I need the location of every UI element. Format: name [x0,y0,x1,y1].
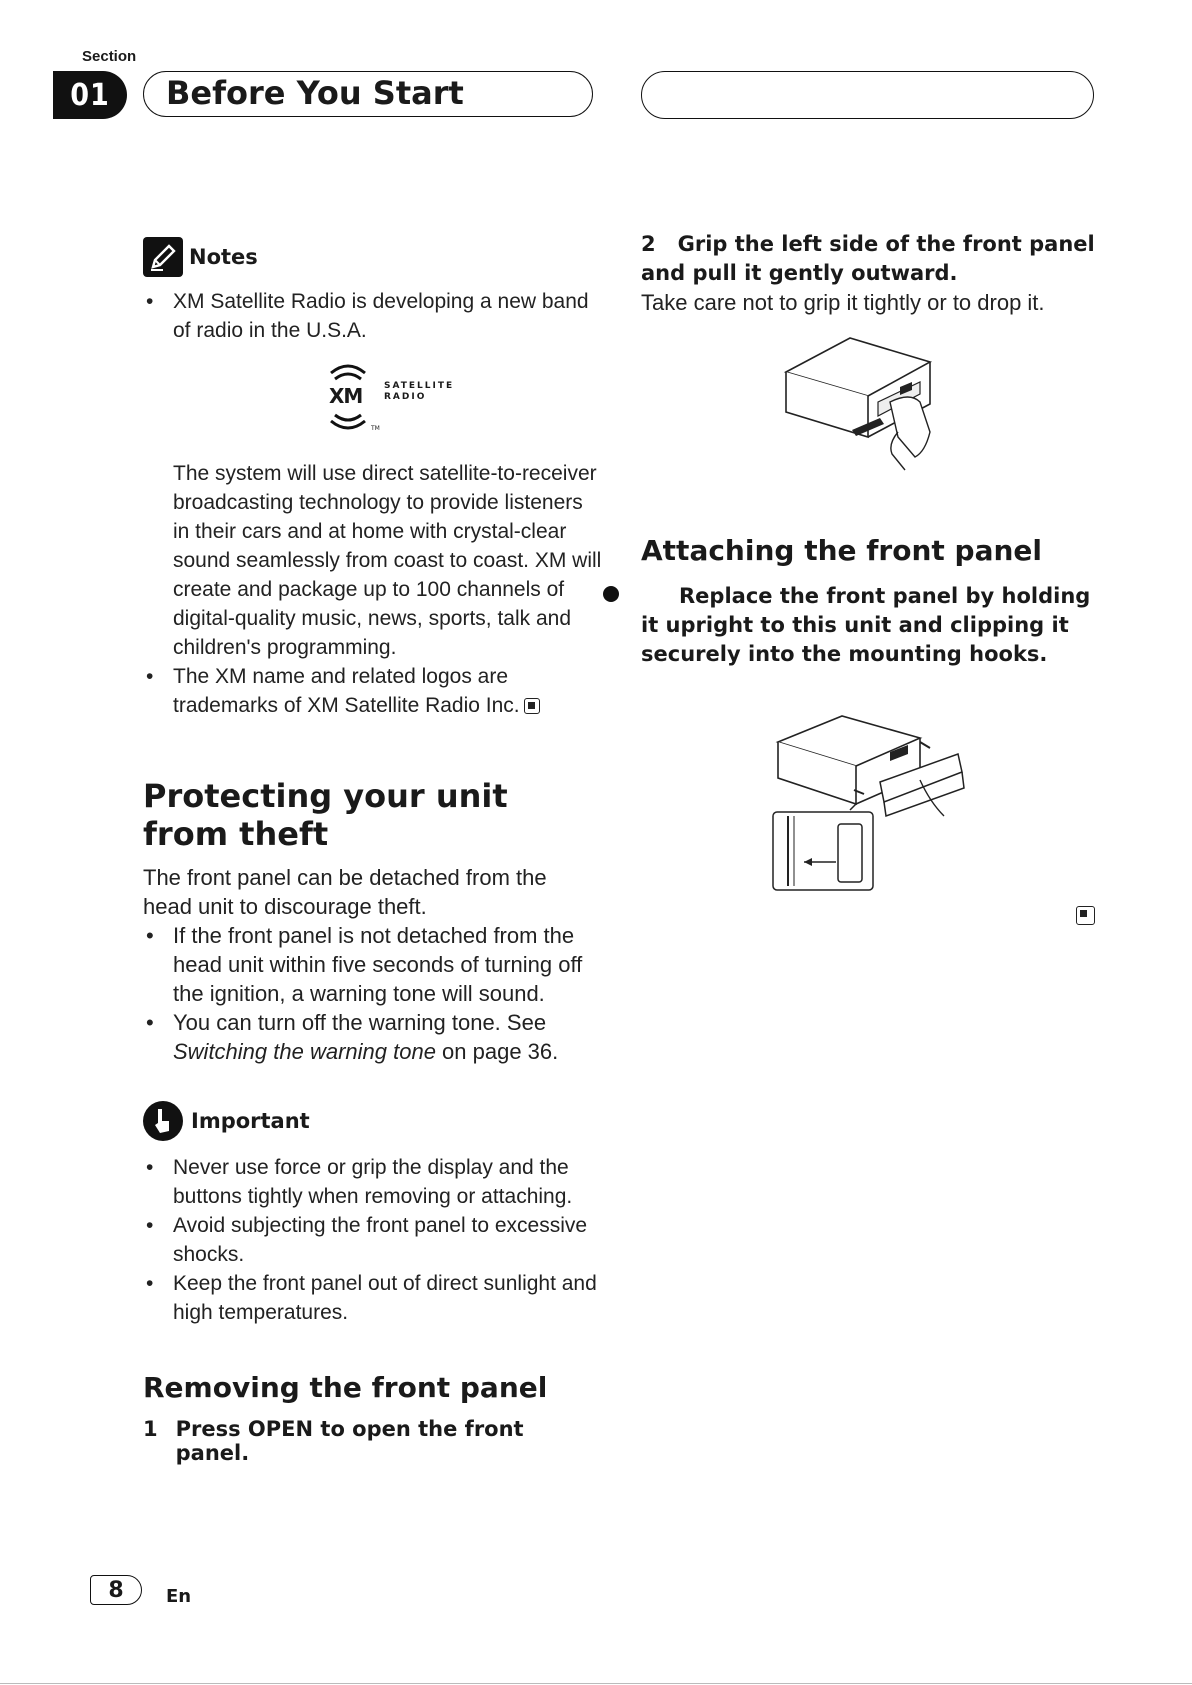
empty-header-frame [641,71,1094,119]
detach-panel-illustration [780,332,950,482]
step-text: Press OPEN to open the front panel. [175,1417,524,1465]
page-number: 8 [90,1575,142,1605]
step-number: 2 [641,232,656,256]
bullet-dot-icon [603,586,619,602]
removing-step-1 [143,1417,603,1465]
important-heading: Important [191,1109,310,1133]
section-number: 01 [53,71,127,119]
important-item: • Keep the front panel out of direct sunlight and high temperatures. [143,1269,603,1327]
protect-bullet-warning: • If the front panel is not detached from the head unit within five seconds of turning off the ignition, a warning tone will sound. [143,921,603,1008]
important-block [143,1101,603,1327]
end-mark-icon [1076,906,1095,925]
pencil-note-icon [143,237,183,277]
notes-bullet-trademark [143,662,603,720]
page-title: Before You Start [166,74,464,112]
attaching-heading: Attaching the front panel [641,534,1042,567]
protect-bullet-see [143,1008,603,1066]
xm-logo [143,359,603,459]
xm-logo-radio: RADIO [384,392,427,402]
attaching-text: Replace the front panel by holding it upright to this unit and clipping it securely into the mounting hooks. [641,584,1091,666]
see-text-pre: You can turn off the warning tone. See [173,1010,547,1035]
protect-block [143,777,603,1066]
step-text: Grip the left side of the front panel and pull it gently outward. [641,232,1095,285]
protect-heading: Protecting your unit from theft [143,777,508,853]
notes-trademark-text: The XM name and related logos are trademarks of XM Satellite Radio Inc. [173,665,520,717]
section-label: Section [82,48,137,65]
see-text-post: on page 36. [435,1039,559,1064]
xm-logo-text: XM [329,384,363,408]
xm-logo-tm: TM [371,425,380,432]
important-item: • Never use force or grip the display and the buttons tightly when removing or attaching. [143,1153,603,1211]
notes-bullet-xm: • XM Satellite Radio is developing a new band of radio in the U.S.A. [143,287,603,345]
xm-logo-satellite: SATELLITE [384,381,455,391]
step-2-instruction [641,230,1096,288]
bottom-rule [0,1683,1192,1684]
important-item: • Avoid subjecting the front panel to excessive shocks. [143,1211,603,1269]
attaching-instruction [641,582,1096,669]
language-code: En [166,1586,192,1607]
step-number: 1 [143,1417,158,1441]
cross-reference-link[interactable]: Switching the warning tone [173,1039,436,1064]
end-mark-icon [524,698,540,714]
attach-panel-illustration [770,712,970,892]
removing-block [143,1371,603,1465]
hand-pointer-icon [143,1101,183,1141]
notes-paragraph: The system will use direct satellite-to-receiver broadcasting technology to provide listeners in their cars and at home with crystal-clear sound seamlessly from coast to coast. XM will create and package up to 100 channels of digital-quality music, news, sports, talk and children's programming. [173,462,602,659]
step-2-block [641,230,1096,317]
notes-heading: Notes [189,245,258,269]
removing-heading: Removing the front panel [143,1371,548,1404]
step-2-note: Take care not to grip it tightly or to drop it. [641,290,1045,315]
attaching-block [641,534,1096,669]
protect-intro: The front panel can be detached from the head unit to discourage theft. [143,865,547,919]
notes-block [143,237,603,720]
